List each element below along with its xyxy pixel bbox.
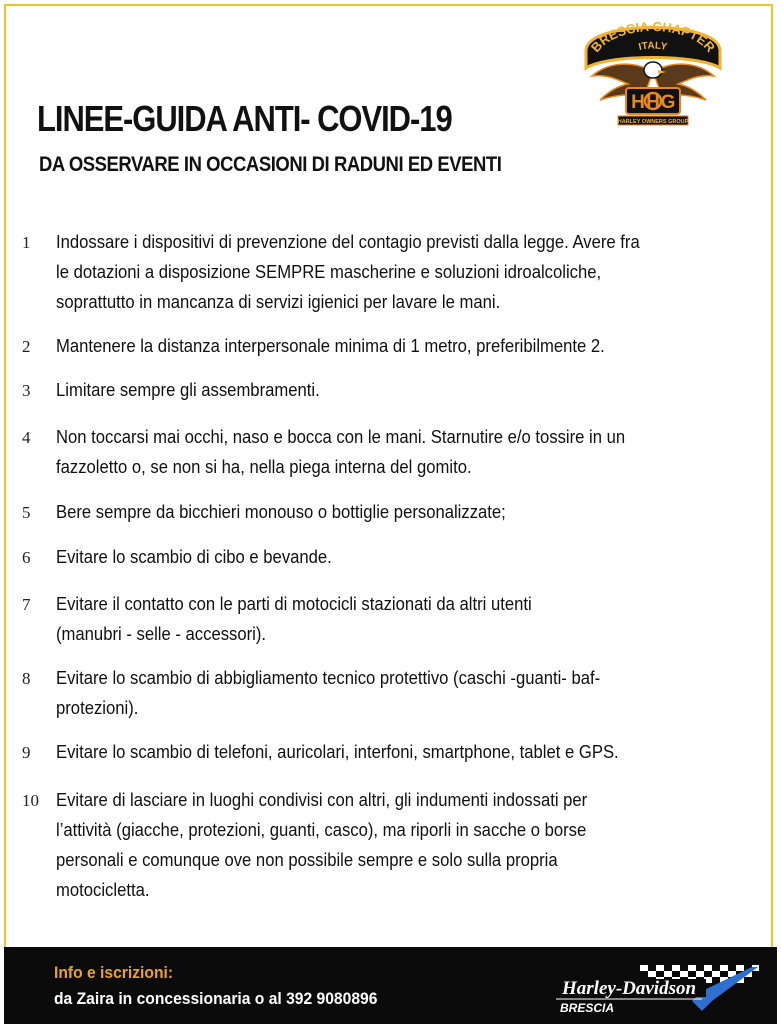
- item-text: [56, 785, 686, 905]
- item-number: 8: [22, 669, 31, 688]
- item-line: Evitare lo scambio di abbigliamento tecnico protettivo (caschi -guanti- baf-: [56, 667, 601, 688]
- item-text: [56, 227, 686, 317]
- item-line: (manubri - selle - accessori).: [56, 623, 267, 644]
- footer-label: Info e iscrizioni:: [54, 963, 174, 982]
- item-line: Evitare lo scambio di cibo e bevande.: [56, 546, 332, 567]
- svg-text:H: H: [646, 92, 660, 113]
- item-line: le dotazioni a disposizione SEMPRE mascherine e soluzioni idroalcoliche,: [56, 261, 602, 282]
- item-line: protezioni).: [56, 697, 139, 718]
- item-line: l’attività (giacche, protezioni, guanti, casco), ma riporli in sacche o borse: [56, 819, 587, 840]
- logo-arc-text: BRESCIA CHAPTER: [587, 18, 719, 55]
- item-text: [56, 737, 686, 767]
- footer-bar: [4, 947, 777, 1024]
- svg-text:G: G: [660, 92, 676, 113]
- item-text: [56, 497, 686, 527]
- item-text: [56, 375, 686, 405]
- item-line: fazzoletto o, se non si ha, nella piega interna del gomito.: [56, 456, 472, 477]
- svg-text:H: H: [631, 92, 645, 113]
- item-number: 7: [22, 595, 31, 614]
- item-line: Mantenere la distanza interpersonale minima di 1 metro, preferibilmente 2.: [56, 335, 605, 356]
- item-line: Non toccarsi mai occhi, naso e bocca con le mani. Starnutire e/o tossire in un: [56, 426, 626, 447]
- item-number: 6: [22, 548, 31, 567]
- harley-davidson-checkered-logo-icon: [552, 957, 760, 1017]
- brand-wordmark: Harley-Davidson: [562, 978, 697, 999]
- item-line: soprattutto in mancanza di servizi igienici per lavare le mani.: [56, 291, 501, 312]
- item-text: [56, 589, 686, 649]
- logo-bar-text: HARLEY OWNERS GROUP: [617, 119, 689, 125]
- item-number: 9: [22, 743, 31, 762]
- item-line: motocicletta.: [56, 879, 150, 900]
- item-text: [56, 331, 686, 361]
- item-number: 1: [22, 233, 31, 252]
- item-line: Evitare lo scambio di telefoni, auricolari, interfoni, smartphone, tablet e GPS.: [56, 741, 619, 762]
- item-line: Bere sempre da bicchieri monouso o bottiglie personalizzate;: [56, 501, 506, 522]
- item-line: Indossare i dispositivi di prevenzione del contagio previsti dalla legge. Avere fra: [56, 231, 640, 252]
- page-title: LINEE-GUIDA ANTI- COVID-19: [37, 98, 452, 139]
- item-line: Limitare sempre gli assembramenti.: [56, 379, 320, 400]
- item-text: [56, 663, 686, 723]
- footer-contact-text: da Zaira in concessionaria o al 392 9080896: [54, 989, 378, 1008]
- logo-arc-text-2: ITALY: [637, 40, 668, 54]
- item-line: Evitare il contatto con le parti di motocicli stazionati da altri utenti: [56, 593, 532, 614]
- brand-city: BRESCIA: [560, 1001, 615, 1015]
- item-number: 3: [22, 381, 31, 400]
- item-number: 5: [22, 503, 31, 522]
- item-text: [56, 422, 686, 482]
- page-subtitle: DA OSSERVARE IN OCCASIONI DI RADUNI ED EVENTI: [39, 153, 502, 176]
- item-text: [56, 542, 686, 572]
- item-number: 10: [22, 791, 39, 810]
- item-number: 2: [22, 337, 31, 356]
- item-line: Evitare di lasciare in luoghi condivisi con altri, gli indumenti indossati per: [56, 789, 588, 810]
- item-number: 4: [22, 428, 31, 447]
- item-line: personali e comunque ove non possibile sempre e solo sulla propria: [56, 849, 558, 870]
